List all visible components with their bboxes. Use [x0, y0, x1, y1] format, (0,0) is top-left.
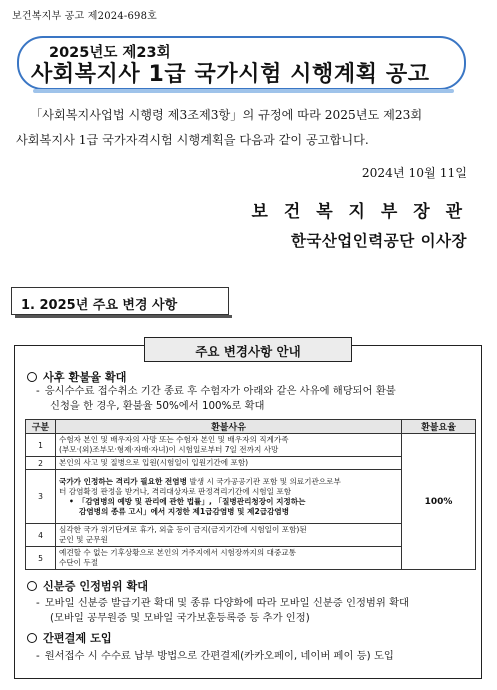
change-desc-line: 원서접수 시 수수료 납부 방법으로 간편결제(카카오페이, 네이버 페이 등) 도입	[44, 650, 394, 662]
row-number: 5	[26, 547, 56, 570]
change-desc-line: (모바일 공무원증 및 모바일 국가보훈등록증 등 추가 인정)	[50, 612, 310, 624]
row-reason	[56, 470, 402, 524]
row-reason	[56, 434, 402, 457]
change-heading-payment	[27, 630, 112, 646]
table-header-row	[26, 420, 476, 434]
changes-panel-title: 주요 변경사항 안내	[144, 337, 352, 362]
row-number: 2	[26, 457, 56, 470]
reason-line: 예견할 수 없는 기후상황으로 본인의 거주지에서 시험장까지의 대중교통	[59, 548, 296, 557]
refund-table	[25, 419, 476, 570]
law-reference-line: 「감염병의 예방 및 관리에 관한 법률」, 「질병관리청장이 지정하는	[77, 496, 306, 506]
col-header-reason: 환불사유	[56, 420, 402, 434]
notice-date: 2024년 10월 11일	[361, 166, 467, 180]
reason-line: 수단이 두절	[59, 558, 99, 567]
row-number: 3	[26, 470, 56, 524]
reason-line-rest: 발생 시 국가공공기관 포함 및 의료기관으로부	[186, 476, 341, 486]
change-heading-text: 간편결제 도입	[43, 632, 112, 645]
issuer-minister: 보 건 복 지 부 장 관	[251, 202, 467, 222]
reason-line: 터 감염확정 판정을 받거나, 격리대상자로 판정격리기간에 시험일 포함	[59, 486, 292, 496]
reason-emphasis: 국가가 인정하는 격리가 필요한 전염병	[59, 476, 187, 486]
reason-line: 본인의 사고 및 질병으로 입원(시험일이 입원기간에 포함)	[59, 458, 249, 467]
law-reference-cont: 감염병의 종류 고시」에서 지정한 제1급감염병 및 제2급감염병	[79, 506, 290, 516]
refund-rate: 100%	[402, 434, 476, 570]
change-desc-line: 신청을 한 경우, 환불율 50%에서 100%로 확대	[50, 400, 265, 412]
change-desc-line: 모바일 신분증 발급기관 확대 및 종류 다양화에 따라 모바일 신분증 인정범위 확대	[44, 597, 409, 609]
row-reason	[56, 547, 402, 570]
reason-line: 군인 및 군무원	[59, 535, 108, 544]
change-desc-line: 응시수수료 접수취소 기간 종료 후 수험자가 아래와 같은 사유에 해당되어 환불	[44, 385, 396, 397]
change-desc-payment: - 원서접수 시 수수료 납부 방법으로 간편결제(카카오페이, 네이버 페이 등) 도입	[36, 650, 394, 662]
section-heading: 1. 2025년 주요 변경 사항	[11, 287, 229, 315]
col-header-rate: 환불요율	[402, 420, 476, 434]
circle-bullet-icon	[27, 581, 37, 591]
intro-paragraph	[16, 103, 482, 153]
notice-number: 보건복지부 공고 제2024-698호	[12, 11, 158, 22]
circle-bullet-icon	[27, 633, 37, 643]
reason-line	[59, 477, 398, 487]
reason-line: 수험자 본인 및 배우자의 사망 또는 수험자 본인 및 배우자의 직계가족	[59, 435, 289, 444]
change-heading-text: 신분증 인정범위 확대	[43, 580, 149, 593]
change-desc-id: - 모바일 신분증 발급기관 확대 및 종류 다양화에 따라 모바일 신분증 인정범위 확대 (모바일 공무원증 및 모바일 국가보훈등록증 등 추가 인정)	[36, 596, 476, 626]
row-number: 1	[26, 434, 56, 457]
change-heading-text: 사후 환불율 확대	[43, 371, 127, 384]
row-reason	[56, 524, 402, 547]
reason-line: (부모·(외)조부모·형제·자매·자녀)이 시험일로부터 7일 전까지 사망	[59, 445, 279, 454]
circle-bullet-icon	[27, 372, 37, 382]
row-reason	[56, 457, 402, 470]
intro-line-2: 사회복지사 1급 국가자격시험 시행계획을 다음과 같이 공고합니다.	[16, 133, 369, 147]
page-title: 사회복지사 1급 국가시험 시행계획 공고	[31, 62, 430, 87]
reason-line: 심각한 국가 위기단계로 휴가, 외출 등이 금지(금지기간에 시험일이 포함)된	[59, 525, 307, 534]
title-subtitle: 2025년도 제23회	[49, 45, 171, 61]
change-desc-refund: - 응시수수료 접수취소 기간 종료 후 수험자가 아래와 같은 사유에 해당되어 환불 신청을 한 경우, 환불율 50%에서 100%로 확대	[36, 384, 476, 414]
issuer-hrdkorea: 한국산업인력공단 이사장	[290, 231, 467, 250]
law-reference: • 「감염병의 예방 및 관리에 관한 법률」, 「질병관리청장이 지정하는	[69, 496, 306, 506]
col-header-no: 구분	[26, 420, 56, 434]
title-banner	[17, 36, 466, 90]
change-heading-id	[27, 578, 148, 594]
table-row	[26, 434, 476, 457]
change-heading-refund	[27, 369, 126, 385]
intro-line-1: 「사회복지사업법 시행령 제3조제3항」의 규정에 따라 2025년도 제23회	[30, 108, 423, 122]
row-number: 4	[26, 524, 56, 547]
